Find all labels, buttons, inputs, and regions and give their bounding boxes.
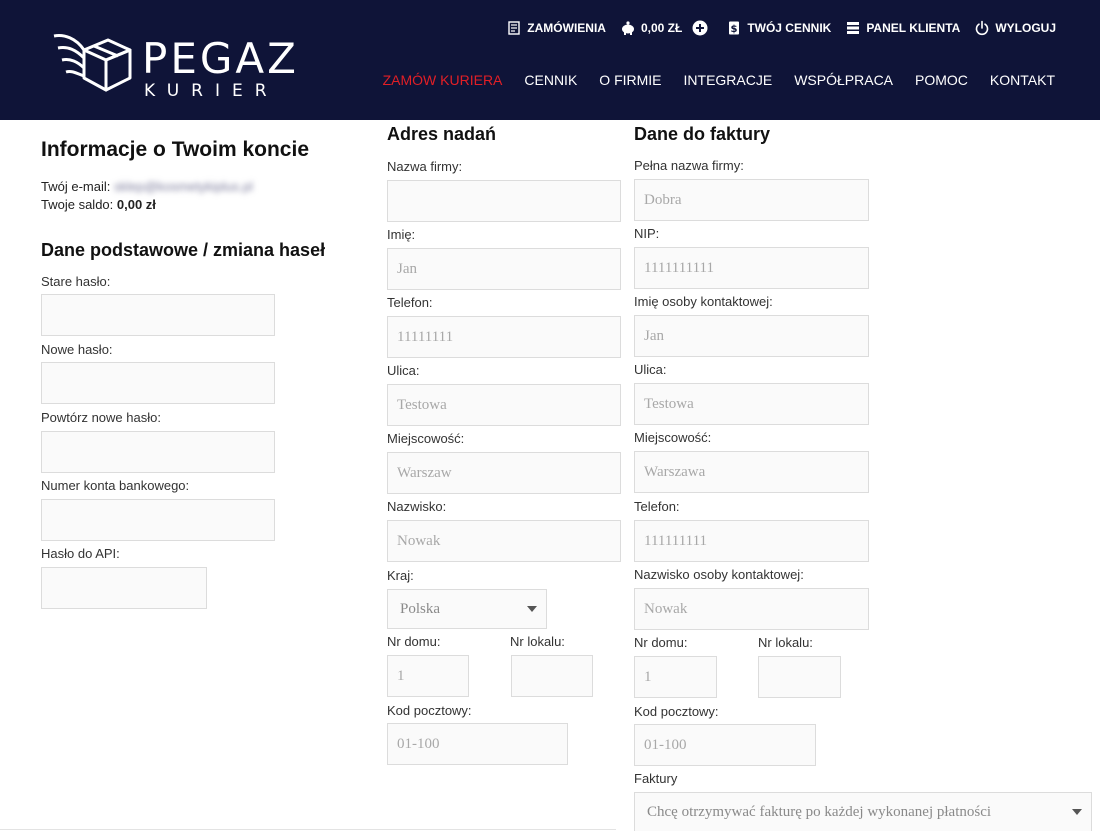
logout-label: WYLOGUJ: [995, 21, 1056, 35]
sender-house-input[interactable]: 1: [387, 655, 469, 697]
invoice-contact-first-input[interactable]: Jan: [634, 315, 869, 357]
logout-link[interactable]: [974, 20, 1056, 36]
sender-city-label: Miejscowość:: [387, 431, 465, 446]
menu-bars-icon: [845, 20, 861, 36]
invoices-select[interactable]: [634, 792, 1092, 831]
price-document-icon: [726, 20, 742, 36]
sender-flat-input[interactable]: [511, 655, 593, 697]
old-password-label: Stare hasło:: [41, 274, 111, 289]
invoice-house-label: Nr domu:: [634, 635, 688, 650]
sender-phone-input[interactable]: 11111111: [387, 316, 621, 358]
api-password-input[interactable]: [41, 567, 207, 609]
invoice-city-label: Miejscowość:: [634, 430, 712, 445]
invoice-nip-input[interactable]: 1111111111: [634, 247, 869, 289]
sender-address-title: Adres nadań: [387, 124, 497, 144]
nav-about[interactable]: O FIRMIE: [599, 72, 662, 88]
sender-company-input[interactable]: [387, 180, 621, 222]
sender-flat-label: Nr lokalu:: [510, 634, 565, 649]
sender-first-name-label: Imię:: [387, 227, 416, 242]
brand-sub: KURIER: [144, 81, 279, 101]
sender-street-input[interactable]: Testowa: [387, 384, 621, 426]
pegaz-logo[interactable]: [50, 26, 299, 102]
email-line: [41, 179, 253, 194]
invoices-label: Faktury: [634, 771, 678, 786]
balance-line: [41, 197, 156, 212]
main-nav: [361, 72, 1055, 88]
winged-box-logo-icon: [50, 26, 134, 100]
invoice-house-input[interactable]: 1: [634, 656, 717, 698]
sender-zip-input[interactable]: 01-100: [387, 723, 568, 765]
invoice-flat-input[interactable]: [758, 656, 841, 698]
saldo-label: Twoje saldo:: [41, 197, 114, 212]
new-password-input[interactable]: [41, 362, 275, 404]
site-header: [0, 0, 1100, 120]
svg-text:$: $: [730, 24, 738, 35]
nav-cooperation[interactable]: WSPÓŁPRACA: [794, 72, 894, 88]
piggy-bank-icon: [620, 20, 636, 36]
invoice-city-input[interactable]: Warszawa: [634, 451, 869, 493]
email-label: Twój e-mail:: [41, 179, 111, 194]
invoice-phone-input[interactable]: 111111111: [634, 520, 869, 562]
invoice-zip-input[interactable]: 01-100: [634, 724, 816, 766]
sender-phone-label: Telefon:: [387, 295, 433, 310]
invoice-zip-label: Kod pocztowy:: [634, 704, 719, 719]
nav-pricelist[interactable]: CENNIK: [524, 72, 578, 88]
old-password-input[interactable]: [41, 294, 275, 336]
invoice-contact-last-input[interactable]: Nowak: [634, 588, 869, 630]
nav-contact[interactable]: KONTAKT: [989, 72, 1055, 88]
logo-text: [142, 34, 299, 102]
footer-divider: [0, 829, 616, 830]
invoice-nip-label: NIP:: [634, 226, 660, 241]
invoice-contact-last-label: Nazwisko osoby kontaktowej:: [634, 567, 804, 582]
sender-zip-label: Kod pocztowy:: [387, 703, 472, 718]
invoices-select-value: Chcę otrzymywać fakturę po każdej wykonanej płatności: [647, 804, 992, 820]
document-icon: [506, 20, 522, 36]
new-password-label: Nowe hasło:: [41, 342, 113, 357]
sender-company-label: Nazwa firmy:: [387, 159, 463, 174]
sender-country-label: Kraj:: [387, 568, 414, 583]
sender-country-value: Polska: [400, 601, 441, 617]
chevron-down-icon: [527, 606, 537, 612]
nav-help[interactable]: POMOC: [915, 72, 968, 88]
orders-link[interactable]: [506, 20, 606, 36]
invoice-flat-label: Nr lokalu:: [758, 635, 813, 650]
invoice-street-input[interactable]: Testowa: [634, 383, 869, 425]
api-password-label: Hasło do API:: [41, 546, 120, 561]
invoice-company-label: Pełna nazwa firmy:: [634, 158, 744, 173]
invoice-contact-first-label: Imię osoby kontaktowej:: [634, 294, 773, 309]
repeat-password-input[interactable]: [41, 431, 275, 473]
pricelist-link[interactable]: [726, 20, 831, 36]
invoice-company-input[interactable]: Dobra: [634, 179, 869, 221]
sender-street-label: Ulica:: [387, 363, 420, 378]
invoice-phone-label: Telefon:: [634, 499, 680, 514]
sender-house-label: Nr domu:: [387, 634, 441, 649]
client-panel-link[interactable]: [845, 20, 960, 36]
top-bar: [492, 17, 1056, 39]
email-value: sklep@kosmetykiplus.pl: [113, 179, 253, 194]
sender-last-name-input[interactable]: Nowak: [387, 520, 621, 562]
invoice-street-label: Ulica:: [634, 362, 667, 377]
sender-first-name-input[interactable]: Jan: [387, 248, 621, 290]
chevron-down-icon: [1072, 809, 1082, 815]
bank-account-label: Numer konta bankowego:: [41, 478, 190, 493]
saldo-value: 0,00 zł: [116, 197, 156, 212]
power-icon: [974, 20, 990, 36]
brand-name: PEGAZ: [142, 34, 299, 83]
account-info-title: Informacje o Twoim koncie: [41, 138, 309, 161]
sender-country-select[interactable]: [387, 589, 547, 629]
sender-last-name-label: Nazwisko:: [387, 499, 447, 514]
nav-integrations[interactable]: INTEGRACJE: [683, 72, 773, 88]
bank-account-input[interactable]: [41, 499, 275, 541]
pricelist-label: TWÓJ CENNIK: [747, 21, 832, 35]
nav-order-courier[interactable]: ZAMÓW KURIERA: [382, 72, 503, 88]
invoice-data-title: Dane do faktury: [634, 124, 771, 144]
balance-link[interactable]: [620, 20, 708, 36]
orders-label: ZAMÓWIENIA: [527, 21, 606, 35]
repeat-password-label: Powtórz nowe hasło:: [41, 410, 161, 425]
balance-label: 0,00 ZŁ: [640, 21, 683, 35]
sender-city-input[interactable]: Warszaw: [387, 452, 621, 494]
add-funds-icon[interactable]: [692, 20, 708, 36]
basic-data-title: Dane podstawowe / zmiana haseł: [41, 240, 326, 260]
client-panel-label: PANEL KLIENTA: [866, 21, 961, 35]
